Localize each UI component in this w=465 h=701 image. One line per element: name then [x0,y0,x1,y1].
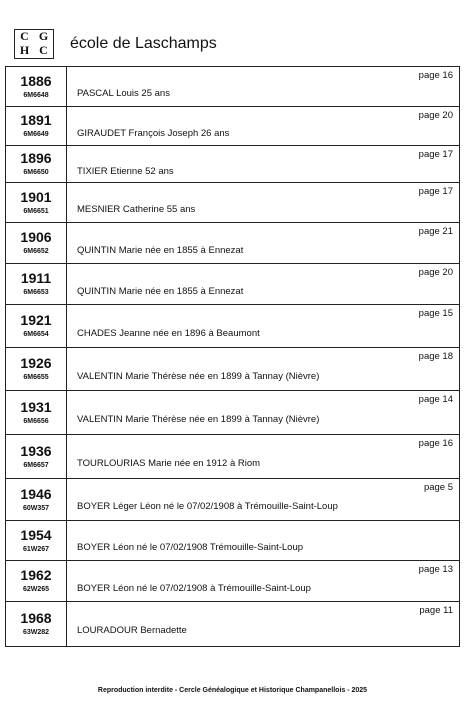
table-row [6,391,459,435]
entry-content [67,146,459,182]
archive-code: 6M6657 [23,461,49,469]
page-ref: page 17 [418,149,453,160]
entry-description: GIRAUDET François Joseph 26 ans [77,128,230,139]
entry-content [67,67,459,106]
archive-code: 61W267 [22,545,50,553]
entry-description: LOURADOUR Bernadette [77,625,187,636]
archive-code: 6M6651 [23,207,49,215]
table-row [6,435,459,479]
page-ref: page 14 [418,394,453,405]
entry-description: TIXIER Etienne 52 ans [77,166,174,177]
table-row [6,521,459,561]
archive-code: 60W357 [22,504,50,512]
year-cell [6,561,67,601]
entry-content [67,305,459,347]
year-cell [6,348,67,390]
archive-code: 6M6655 [23,374,49,381]
page-ref: page 21 [418,226,453,237]
entry-description: PASCAL Louis 25 ans [77,88,170,99]
page-ref: page 16 [418,438,453,449]
page-ref: page 13 [418,564,453,575]
table-row [6,223,459,264]
entry-content [67,479,459,520]
entry-content [67,435,459,478]
year-cell [6,146,67,182]
logo-letter: G [38,29,49,43]
year-cell [6,305,67,347]
table-row [6,146,459,183]
entry-description: VALENTIN Marie Thérèse née en 1899 à Tannay (Nièvre) [77,414,320,425]
archive-code: 6M6654 [23,331,49,338]
year: 1968 [20,610,52,626]
entry-content [67,391,459,434]
table-row [6,183,459,223]
entry-content [67,183,459,222]
entry-content [67,561,459,601]
archive-code: 6M6650 [23,169,49,176]
entry-description: VALENTIN Marie Thérèse née en 1899 à Tannay (Nièvre) [77,371,320,382]
archive-code: 6M6656 [23,417,49,425]
page-ref: page 15 [418,308,453,319]
year: 1954 [20,526,52,543]
entry-description: BOYER Léger Léon né le 07/02/1908 à Trémouille-Saint-Loup [77,501,338,512]
archive-code: 6M6653 [23,289,49,296]
entry-content [67,107,459,145]
entry-content [67,521,459,560]
page-title: école de Laschamps [70,35,217,52]
entry-content [67,264,459,304]
year-cell [6,602,67,646]
year-cell [6,521,67,560]
year-cell [6,479,67,520]
entry-description: CHADES Jeanne née en 1896 à Beaumont [77,328,260,339]
year-cell [6,183,67,222]
year: 1962 [20,567,52,583]
year-cell [6,391,67,434]
page-ref: page 18 [418,351,453,362]
entry-description: BOYER Léon né le 07/02/1908 à Trémouille-Saint-Loup [77,583,311,594]
archive-code: 63W282 [22,629,50,636]
table-row [6,107,459,146]
census-table [5,66,460,647]
table-row [6,67,459,107]
logo-letter: C [20,29,29,43]
year-cell [6,223,67,263]
table-row [6,602,459,646]
page-ref: page 20 [418,110,453,121]
entry-description: QUINTIN Marie née en 1855 à Ennezat [77,245,244,256]
entry-description: BOYER Léon né le 07/02/1908 Trémouille-Saint-Loup [77,542,304,553]
archive-code: 62W265 [22,586,50,593]
year: 1901 [20,188,52,205]
entry-content [67,348,459,390]
archive-code: 6M6652 [23,248,49,255]
table-row [6,561,459,602]
logo-letter: C [39,43,48,57]
page-ref: page 17 [418,186,453,197]
year: 1906 [20,229,52,245]
year: 1886 [20,72,52,89]
year-cell [6,107,67,145]
table-row [6,479,459,521]
year-cell [6,435,67,478]
table-row [6,348,459,391]
footer-copyright: Reproduction interdite - Cercle Généalogique et Historique Champanellois - 2025 [97,687,368,694]
cghc-logo [14,29,54,59]
logo-letter: H [19,43,30,57]
page-ref: page 20 [418,267,453,278]
entry-content [67,602,459,646]
table-row [6,305,459,348]
year-cell [6,264,67,304]
year: 1936 [20,442,52,459]
entry-description: TOURLOURIAS Marie née en 1912 à Riom [77,458,261,469]
page-ref: page 5 [423,482,453,493]
year: 1926 [20,355,52,371]
year: 1931 [20,398,52,415]
year: 1911 [20,270,52,286]
table-row [6,264,459,305]
archive-code: 6M6649 [23,131,49,138]
year: 1946 [20,485,52,502]
entry-description: QUINTIN Marie née en 1855 à Ennezat [77,286,244,297]
entry-content [67,223,459,263]
archive-code: 6M6648 [23,91,49,99]
year: 1921 [20,312,52,328]
entry-description: MESNIER Catherine 55 ans [77,204,196,215]
year: 1896 [20,150,52,166]
year-cell [6,67,67,106]
page-ref: page 16 [418,70,453,81]
page-ref: page 11 [419,605,453,616]
year: 1891 [20,112,52,128]
